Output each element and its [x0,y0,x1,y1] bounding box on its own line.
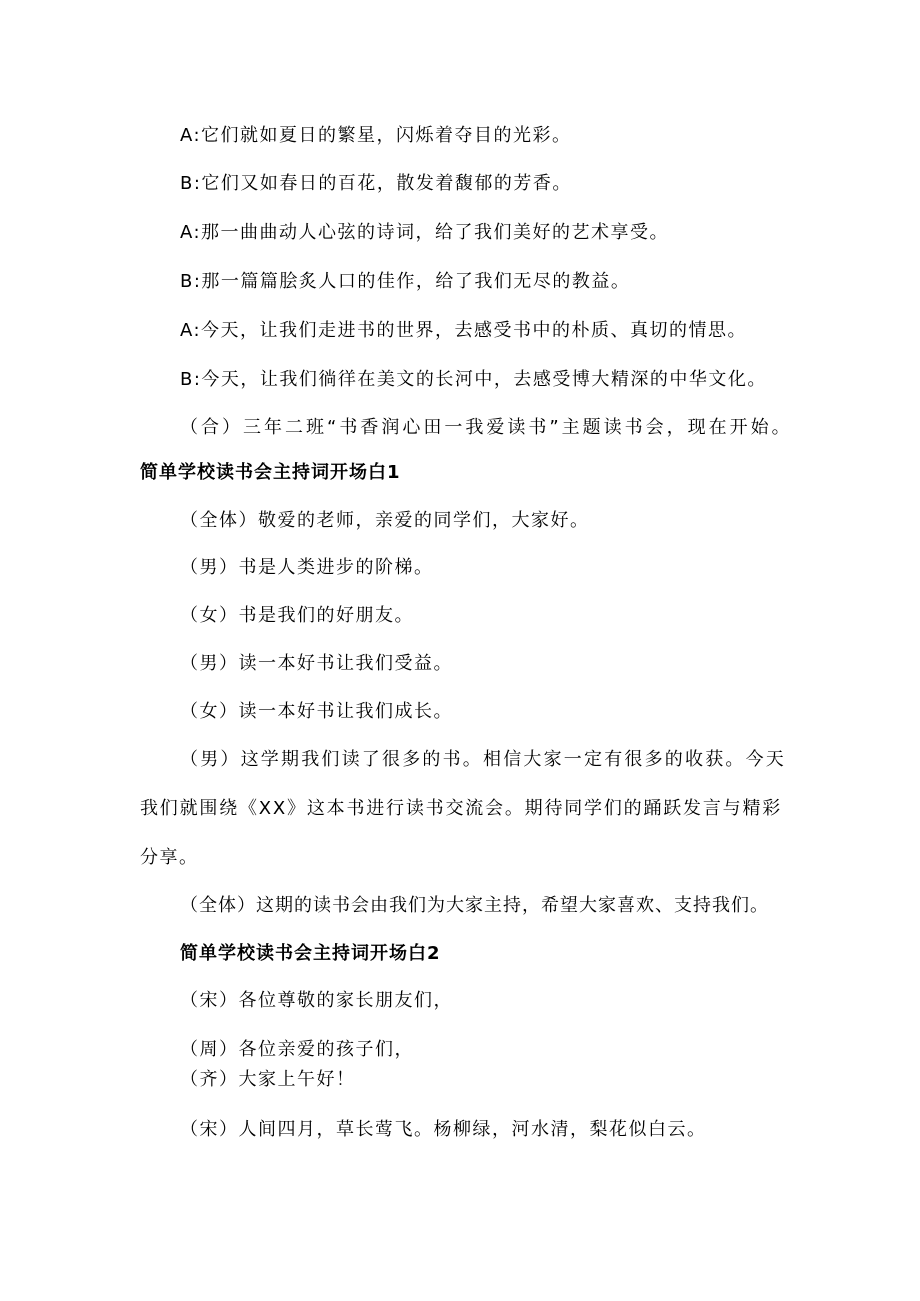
paragraph: A:那一曲曲动人心弦的诗词，给了我们美好的艺术享受。 [180,222,670,243]
paragraph: （齐）大家上午好！ [180,1069,356,1090]
paragraph: （男）这学期我们读了很多的书。相信大家一定有很多的收获。今天 [180,749,786,770]
paragraph: （女）书是我们的好朋友。 [180,605,414,626]
section-heading-1: 简单学校读书会主持词开场白1 [140,462,401,483]
paragraph: （合）三年二班“书香润心田一我爱读书”主题读书会，现在开始。 [180,417,793,438]
paragraph: （全体）敬爱的老师，亲爱的同学们，大家好。 [180,510,590,531]
paragraph: （宋）各位尊敬的家长朋友们， [180,990,453,1011]
paragraph: B:今天，让我们徜徉在美文的长河中，去感受博大精深的中华文化。 [180,369,767,390]
section-heading-2: 简单学校读书会主持词开场白2 [180,943,441,964]
paragraph: A:它们就如夏日的繁星，闪烁着夺目的光彩。 [180,125,572,146]
paragraph: A:今天，让我们走进书的世界，去感受书中的朴质、真切的情思。 [180,320,748,341]
paragraph: B:那一篇篇脍炙人口的佳作，给了我们无尽的教益。 [180,271,631,292]
paragraph: （男）书是人类进步的阶梯。 [180,557,434,578]
paragraph: （女）读一本好书让我们成长。 [180,701,453,722]
paragraph: 分享。 [140,847,199,868]
paragraph: （周）各位亲爱的孩子们， [180,1039,414,1060]
paragraph: （全体）这期的读书会由我们为大家主持，希望大家喜欢、支持我们。 [180,895,769,916]
paragraph: 我们就围绕《XX》这本书进行读书交流会。期待同学们的踊跃发言与精彩 [140,798,783,819]
paragraph: （宋）人间四月，草长莺飞。杨柳绿，河水清，梨花似白云。 [180,1119,707,1140]
paragraph: B:它们又如春日的百花，散发着馥郁的芳香。 [180,173,572,194]
paragraph: （男）读一本好书让我们受益。 [180,653,453,674]
